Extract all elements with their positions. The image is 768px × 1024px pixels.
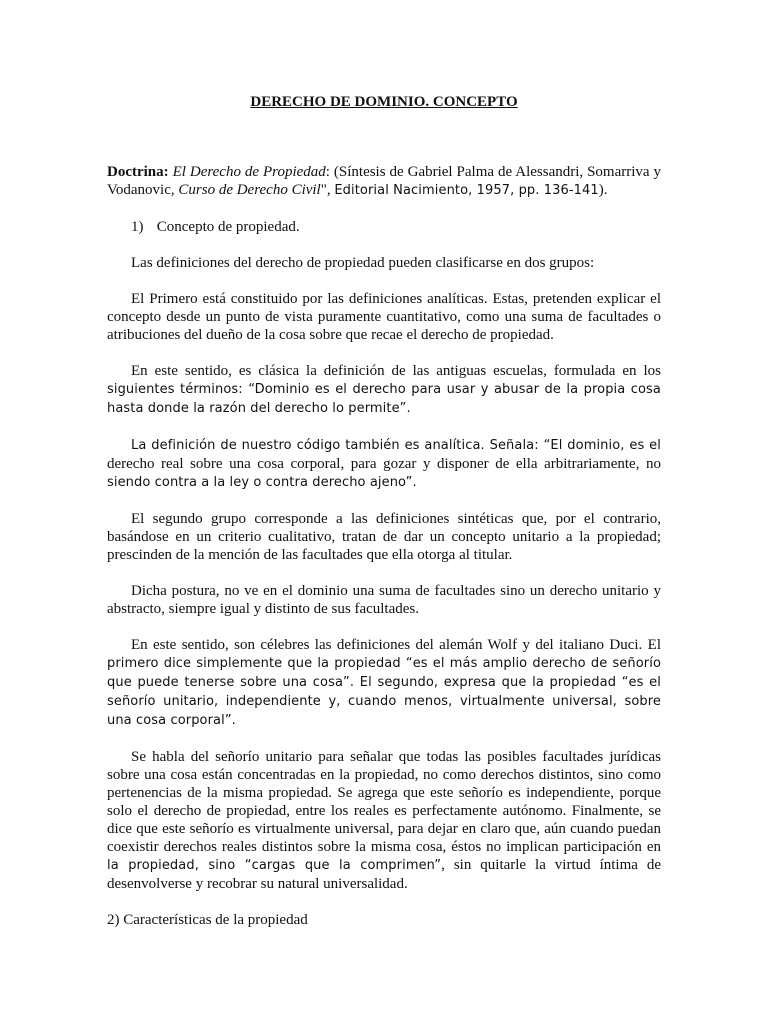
paragraph-7 [107,636,661,730]
document-body [107,93,661,929]
paragraph-8-a: Se habla del señorío unitario para señalar que todas las posibles facultades jurídicas sobre una cosa están concentradas en la propiedad, no como derechos distintos, sino como pertenencias de la misma propiedad. Se agrega que este señorío es independiente, porque solo el derecho de propiedad, entre los reales es perfectamente autónomo. Finalmente, se dice que este señorío es virtualmente universal, para dejar en claro que, aún cuando puedan coexistir derechos reales distintos sobre la misma cosa, éstos no implican participación en [107,749,661,855]
paragraph-3-b: siguientes términos: “Dominio es el derecho para usar y abusar de la propia cosa hasta donde la razón del derecho lo permite”. [107,382,661,416]
doctrina-label: Doctrina: [107,164,169,180]
doctrina-text-b: ", [320,182,335,198]
doctrina-paragraph [107,163,661,200]
paragraph-4 [107,436,661,492]
paragraph-1: Las definiciones del derecho de propiedad pueden clasificarse en dos grupos: [131,255,595,271]
section-1-title: Concepto de propiedad. [156,219,300,235]
paragraph-8-c: , sin quitarle la virtud íntima de desenvolverse y recobrar su natural universalidad. [107,857,661,892]
paragraph-7-a: En este sentido, son célebres las definiciones del alemán Wolf y del italiano Duci. El [131,637,661,653]
paragraph-4-c: siendo contra a la ley o contra derecho ajeno”. [107,475,417,490]
document-title: DERECHO DE DOMINIO. CONCEPTO [250,94,518,110]
paragraph-5: El segundo grupo corresponde a las definiciones sintéticas que, por el contrario, basándose en un criterio cualitativo, tratan de dar un concepto unitario a la propiedad; prescinden de la mención de las facultades que ella otorga al titular. [107,511,661,563]
paragraph-3-a: En este sentido, es clásica la definición de las antiguas escuelas, formulada en los [131,363,661,379]
doctrina-text-c: ). [598,182,608,198]
section-1-number: 1) [131,219,144,235]
paragraph-7-b: primero dice simplemente que la propiedad “es el más amplio derecho de señorío que puede tenerse sobre una cosa”. El segundo, expresa que la propiedad “es el señorío unitario, independiente y, cuando menos, virtualmente universal, sobre una cosa corporal”. [107,656,661,728]
paragraph-6: Dicha postura, no ve en el dominio una suma de facultades sino un derecho unitario y abstracto, siempre igual y distinto de sus facultades. [107,583,661,617]
paragraph-8 [107,748,661,893]
book-title: Curso de Derecho Civil [178,182,321,198]
work-title: El Derecho de Propiedad [172,164,326,180]
section-1-heading [107,218,661,236]
paragraph-4-b: derecho real sobre una cosa corporal, para gozar y disponer de ella arbitrariamente, no [107,456,661,472]
paragraph-2: El Primero está constituido por las definiciones analíticas. Estas, pretenden explicar el concepto desde un punto de vista puramente cuantitativo, como una suma de facultades o atribuciones del dueño de la cosa sobre que recae el derecho de propiedad. [107,291,661,343]
section-2-heading: 2) Características de la propiedad [107,912,308,928]
publisher: Editorial Nacimiento, 1957, pp. 136-141 [334,183,599,198]
doctrina-text-a: : (Síntesis de Gabriel Palma de Alessandri, Somarriva y Vodanovic, [107,164,662,198]
paragraph-3 [107,362,661,418]
paragraph-4-a: La definición de nuestro código también es analítica. Señala: “El dominio, es el [131,438,661,453]
paragraph-8-b: la propiedad, sino “cargas que la comprimen” [107,858,442,873]
